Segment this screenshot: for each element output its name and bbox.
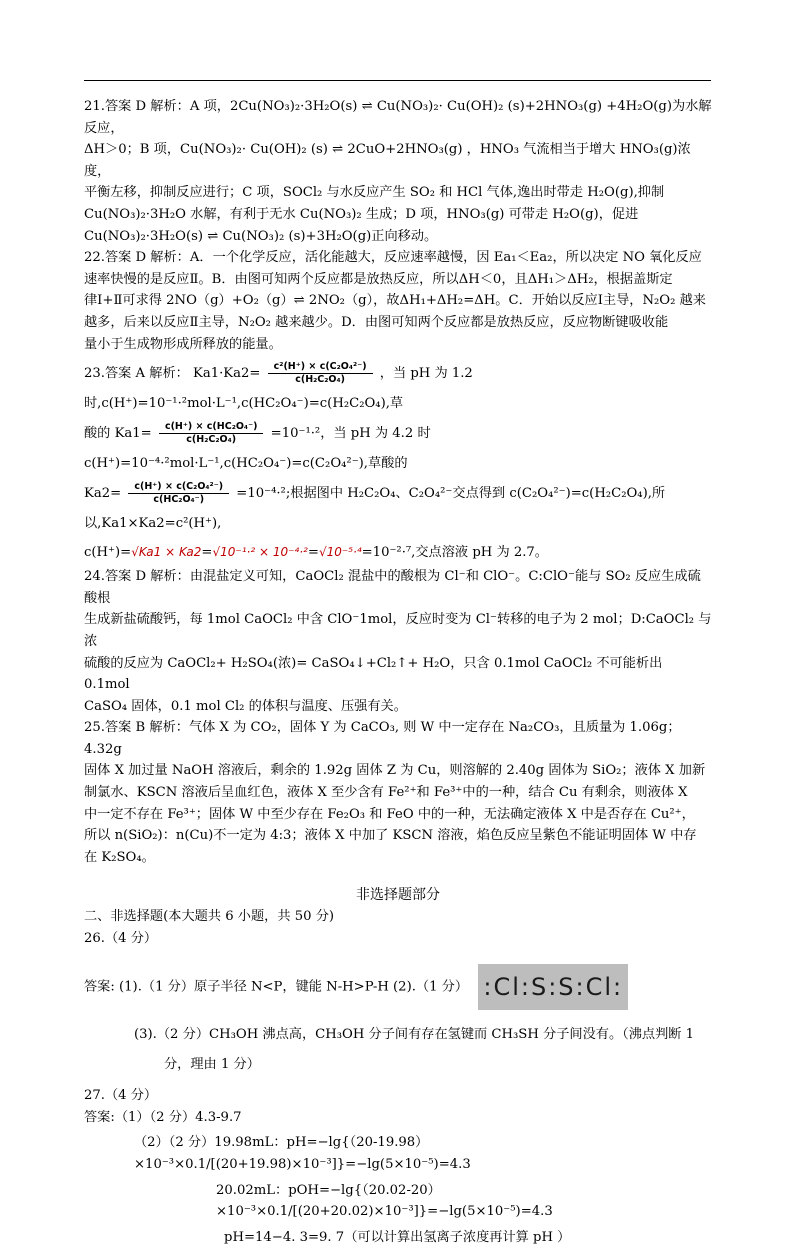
fraction-denominator: c(H₂C₂O₄)	[295, 374, 346, 386]
fraction-ka2	[128, 481, 229, 506]
q21-line-3: 平衡左移，抑制反应进行；C 项，SOCl₂ 与水反应产生 SO₂ 和 HCl 气体,逸出时带走 H₂O(g),抑制	[84, 185, 665, 201]
q21-line-5: Cu(NO₃)₂·3H₂O(s) ⇌ Cu(NO₃)₂ (s)+3H₂O(g)正向移动。	[84, 228, 438, 244]
q23-line-3	[84, 479, 712, 539]
q21-line-2: ΔH＞0；B 项，Cu(NO₃)₂· Cu(OH)₂ (s) ⇌ 2CuO+2HNO₃(g) ，HNO₃ 气流相当于增大 HNO₃(g)浓度，	[84, 142, 691, 179]
question-22	[84, 247, 712, 355]
fraction-numerator: c²(H⁺) × c(C₂O₄²⁻)	[268, 361, 373, 374]
q21-line-4: Cu(NO₃)₂·3H₂O 水解，有利于无水 Cu(NO₃)₂ 生成；D 项，HNO₃(g) 可带走 H₂O(g)，促进	[84, 206, 639, 222]
electron-dot-image: :Cl:S:S:Cl:	[478, 964, 628, 1010]
question-26	[84, 928, 712, 1075]
sqrt-expression-1: √Ka1 × Ka2	[131, 545, 202, 560]
q22-line-4: 越多，后来以反应Ⅱ主导，N₂O₂ 越来越少。D．由图可知两个反应都是放热反应，反应物断键吸收能	[84, 314, 669, 330]
q25-line-5: 所以 n(SiO₂)：n(Cu)不一定为 4:3；液体 X 中加了 KSCN 溶液，焰色反应呈紫色不能证明固体 W 中存	[84, 828, 697, 844]
q27-answer-3: 20.02mL：pOH=−lg{（20.02-20）×10⁻³×0.1/[(20+20.02)×10⁻³]}=−lg(5×10⁻⁵)=4.3	[216, 1182, 553, 1220]
q22-line-3: 律Ⅰ+Ⅱ可求得 2NO（g）+O₂（g）⇌ 2NO₂（g），故ΔH₁+ΔH₂=ΔH。C．开始以反应Ⅰ主导，N₂O₂ 越来	[84, 293, 706, 309]
fraction-ka1ka2	[268, 361, 373, 386]
sqrt-expression-2: √10⁻¹·² × 10⁻⁴·²	[212, 545, 308, 560]
fraction-denominator: c(H₂C₂O₄)	[186, 434, 237, 446]
question-24	[84, 566, 712, 717]
q23-text-3: =10⁻⁴·²;根据图中 H₂C₂O₄、C₂O₄²⁻交点得到 c(C₂O₄²⁻)=c(H₂C₂O₄),所以,Ka1×Ka2=c²(H⁺),	[84, 486, 666, 532]
q25-line-2: 固体 X 加过量 NaOH 溶液后，剩余的 1.92g 固体 Z 为 Cu，则溶解的 2.40g 固体为 SiO₂；液体 X 加新	[84, 763, 706, 779]
q23-ch-label: c(H⁺)=	[84, 545, 132, 561]
q23-text-2: =10⁻¹·²，当 pH 为 4.2 时 c(H⁺)=10⁻⁴·²mol·L⁻¹,c(HC₂O₄⁻)=c(C₂O₄²⁻),草酸的	[84, 426, 431, 472]
sqrt-expression-3: √10⁻⁵·⁴	[318, 545, 362, 560]
q25-line-6: 在 K₂SO₄。	[84, 849, 155, 865]
q27-answer-1: 答案:（1）（2 分）4.3-9.7	[84, 1109, 242, 1125]
q25-line-4: 中一定不存在 Fe³⁺；固体 W 中至少存在 Fe₂O₃ 和 FeO 中的一种，无法确定液体 X 中是否存在 Cu²⁺，	[84, 806, 695, 822]
q22-line-5: 量小于生成物形成所释放的能量。	[84, 336, 282, 352]
q27-answer-4: pH=14−4. 3=9. 7（可以计算出氢离子浓度再计算 pH ）	[224, 1229, 571, 1245]
q26-heading: 26.（4 分）	[84, 931, 158, 947]
equals-sign: =	[201, 545, 213, 561]
q21-line-1: 21.答案 D 解析：A 项，2Cu(NO₃)₂·3H₂O(s) ⇌ Cu(NO₃)₂· Cu(OH)₂ (s)+2HNO₃(g) +4H₂O(g)为水解反应，	[84, 99, 712, 136]
q26-answer-3-cont: 分，理由 1 分）	[164, 1056, 260, 1072]
q23-line-4	[84, 539, 712, 566]
q25-line-3: 制氯水、KSCN 溶液后呈血红色，液体 X 至少含有 Fe²⁺和 Fe³⁺中的一种，结合 Cu 有剩余，则液体 X	[84, 785, 688, 801]
question-25	[84, 717, 712, 868]
q23-line-1	[84, 359, 712, 419]
q27-answer-2: （2）（2 分）19.98mL：pH=−lg{（20-19.98）×10⁻³×0.1/[(20+19.98)×10⁻³]}=−lg(5×10⁻⁵)=4.3	[134, 1135, 471, 1172]
question-23	[84, 359, 712, 566]
equals-sign: =	[307, 545, 319, 561]
q23-line-2	[84, 419, 712, 479]
fraction-denominator: c(HC₂O₄⁻)	[153, 494, 205, 506]
q25-line-1: 25.答案 B 解析：气体 X 为 CO₂，固体 Y 为 CaCO₃, 则 W 中一定存在 Na₂CO₃，且质量为 1.06g；4.32g	[84, 720, 681, 757]
fraction-ka1	[159, 421, 264, 446]
q24-line-3: 硫酸的反应为 CaOCl₂+ H₂SO₄(浓)= CaSO₄↓+Cl₂↑+ H₂O，只含 0.1mol CaOCl₂ 不可能析出 0.1mol	[84, 655, 663, 693]
q24-line-4: CaSO₄ 固体，0.1 mol Cl₂ 的体积与温度、压强有关。	[84, 698, 407, 714]
section-title: 非选择题部分	[356, 887, 440, 904]
q23-ka2-label: Ka2=	[84, 486, 122, 502]
q24-line-1: 24.答案 D 解析：由混盐定义可知，CaOCl₂ 混盐中的酸根为 Cl⁻和 ClO⁻。C:ClO⁻能与 SO₂ 反应生成硫酸根	[84, 569, 701, 606]
q27-heading: 27.（4 分）	[84, 1088, 158, 1104]
q26-answer-row	[84, 964, 712, 1010]
q22-line-1: 22.答案 D 解析：A．一个化学反应，活化能越大，反应速率越慢，因 Ea₁＜Ea₂，所以决定 NO 氧化反应	[84, 250, 702, 266]
fraction-numerator: c(H⁺) × c(HC₂O₄⁻)	[159, 421, 264, 434]
q23-text-4: =10⁻²·⁷,交点溶液 pH 为 2.7。	[361, 545, 548, 561]
q23-text-1: ，当 pH 为 1.2 时,c(H⁺)=10⁻¹·²mol·L⁻¹,c(HC₂O₄⁻)=c(H₂C₂O₄),草	[84, 366, 473, 412]
answer-document	[84, 96, 712, 1248]
fraction-numerator: c(H⁺) × c(C₂O₄²⁻)	[128, 481, 229, 494]
q26-answer-3: (3).（2 分）CH₃OH 沸点高，CH₃OH 分子间有存在氢键而 CH₃SH 分子间没有。（沸点判断 1	[134, 1027, 695, 1043]
question-27	[84, 1085, 712, 1248]
section-subtitle: 二、非选择题(本大题共 6 小题，共 50 分)	[84, 909, 335, 925]
question-21	[84, 96, 712, 247]
q22-line-2: 速率快慢的是反应Ⅱ。B．由图可知两个反应都是放热反应，所以ΔH＜0，且ΔH₁＞ΔH₂，根据盖斯定	[84, 271, 673, 287]
q23-lead: 23.答案 A 解析： Ka1·Ka2=	[84, 366, 261, 382]
header-rule	[84, 80, 711, 81]
q23-ka1-label: 酸的 Ka1=	[84, 426, 152, 442]
q26-answer-1: 答案: (1).（1 分）原子半径 N<P，键能 N-H>P-H (2).（1 分）	[84, 979, 469, 995]
q24-line-2: 生成新盐硫酸钙，每 1mol CaOCl₂ 中含 ClO⁻1mol，反应时变为 Cl⁻转移的电子为 2 mol；D:CaOCl₂ 与浓	[84, 612, 712, 649]
